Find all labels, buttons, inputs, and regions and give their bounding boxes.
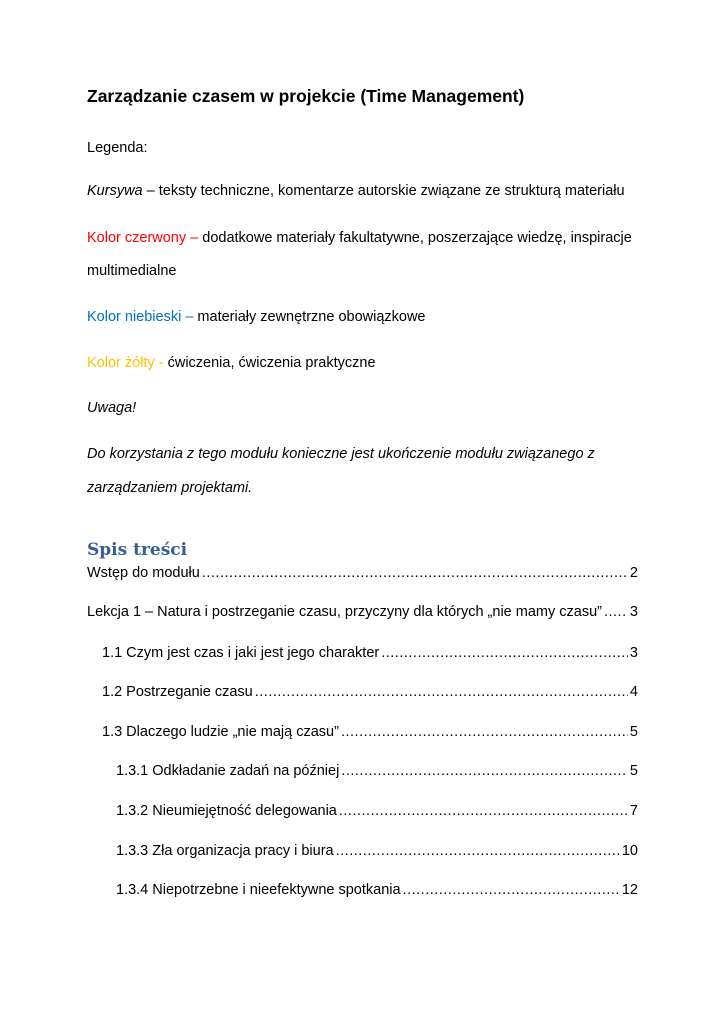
legend-yellow-key: Kolor żółty -: [87, 355, 168, 371]
toc-leader-dots: [403, 882, 620, 898]
note-line-2: zarządzaniem projektami.: [87, 480, 253, 496]
toc-leader-dots: [341, 763, 628, 779]
toc-heading: Spis treści: [87, 540, 188, 560]
toc-entry-label: 1.1 Czym jest czas i jaki jest jego charakter: [102, 645, 380, 661]
toc-entry-label: 1.3.3 Zła organizacja pracy i biura: [116, 843, 334, 859]
toc-entry-page: 5: [629, 724, 638, 740]
toc-entry-label: Wstęp do modułu: [87, 565, 200, 581]
legend-yellow: [87, 355, 376, 371]
toc-leader-dots: [341, 724, 628, 740]
toc-entry-label: 1.3.4 Niepotrzebne i nieefektywne spotkania: [116, 882, 401, 898]
legend-red-key: Kolor czerwony –: [87, 230, 203, 246]
note-line-1: Do korzystania z tego modułu konieczne jest ukończenie modułu związanego z: [87, 446, 595, 462]
toc-entry-page: 2: [629, 565, 638, 581]
legend-blue: [87, 309, 426, 325]
legend-italic-key: Kursywa: [87, 183, 143, 199]
toc-entry-page: 12: [621, 882, 638, 898]
toc-entry-page: 7: [629, 803, 638, 819]
toc-entry-page: 3: [629, 604, 638, 620]
toc-entry-label: 1.3 Dlaczego ludzie „nie mają czasu”: [102, 724, 339, 740]
toc-leader-dots: [339, 803, 628, 819]
toc-leader-dots: [336, 843, 620, 859]
toc-entry[interactable]: [87, 604, 638, 620]
toc-entry[interactable]: [102, 684, 638, 700]
note-heading: Uwaga!: [87, 400, 137, 416]
toc-entry-page: 3: [629, 645, 638, 661]
legend-blue-desc: materiały zewnętrzne obowiązkowe: [197, 309, 426, 325]
toc-entry[interactable]: [116, 803, 638, 819]
toc-entry-page: 5: [629, 763, 638, 779]
legend-red: [87, 230, 632, 246]
toc-entry-page: 10: [621, 843, 638, 859]
legend-heading: Legenda:: [87, 140, 148, 156]
toc-entry[interactable]: [116, 763, 638, 779]
legend-red-desc: dodatkowe materiały fakultatywne, poszerzające wiedzę, inspiracje: [202, 230, 632, 246]
toc-leader-dots: [604, 604, 628, 620]
toc-entry[interactable]: [102, 724, 638, 740]
toc-entry-label: Lekcja 1 – Natura i postrzeganie czasu, przyczyny dla których „nie mamy czasu”: [87, 604, 602, 620]
toc-entry[interactable]: [116, 843, 638, 859]
toc-entry-label: 1.2 Postrzeganie czasu: [102, 684, 253, 700]
toc-leader-dots: [255, 684, 628, 700]
page-title: Zarządzanie czasem w projekcie (Time Management): [87, 86, 525, 106]
legend-red-desc-continued: multimedialne: [87, 263, 177, 279]
toc-entry-label: 1.3.1 Odkładanie zadań na później: [116, 763, 340, 779]
toc-entry[interactable]: [116, 882, 638, 898]
legend-yellow-desc: ćwiczenia, ćwiczenia praktyczne: [167, 355, 376, 371]
toc-entry-page: 4: [629, 684, 638, 700]
toc-entry-label: 1.3.2 Nieumiejętność delegowania: [116, 803, 337, 819]
legend-italic: [87, 183, 625, 199]
toc-entry[interactable]: [102, 645, 638, 661]
toc-entry[interactable]: [87, 565, 638, 581]
legend-blue-key: Kolor niebieski –: [87, 309, 198, 325]
legend-italic-desc: – teksty techniczne, komentarze autorskie związane ze strukturą materiału: [142, 183, 625, 199]
toc-leader-dots: [202, 565, 628, 581]
toc-leader-dots: [381, 645, 628, 661]
